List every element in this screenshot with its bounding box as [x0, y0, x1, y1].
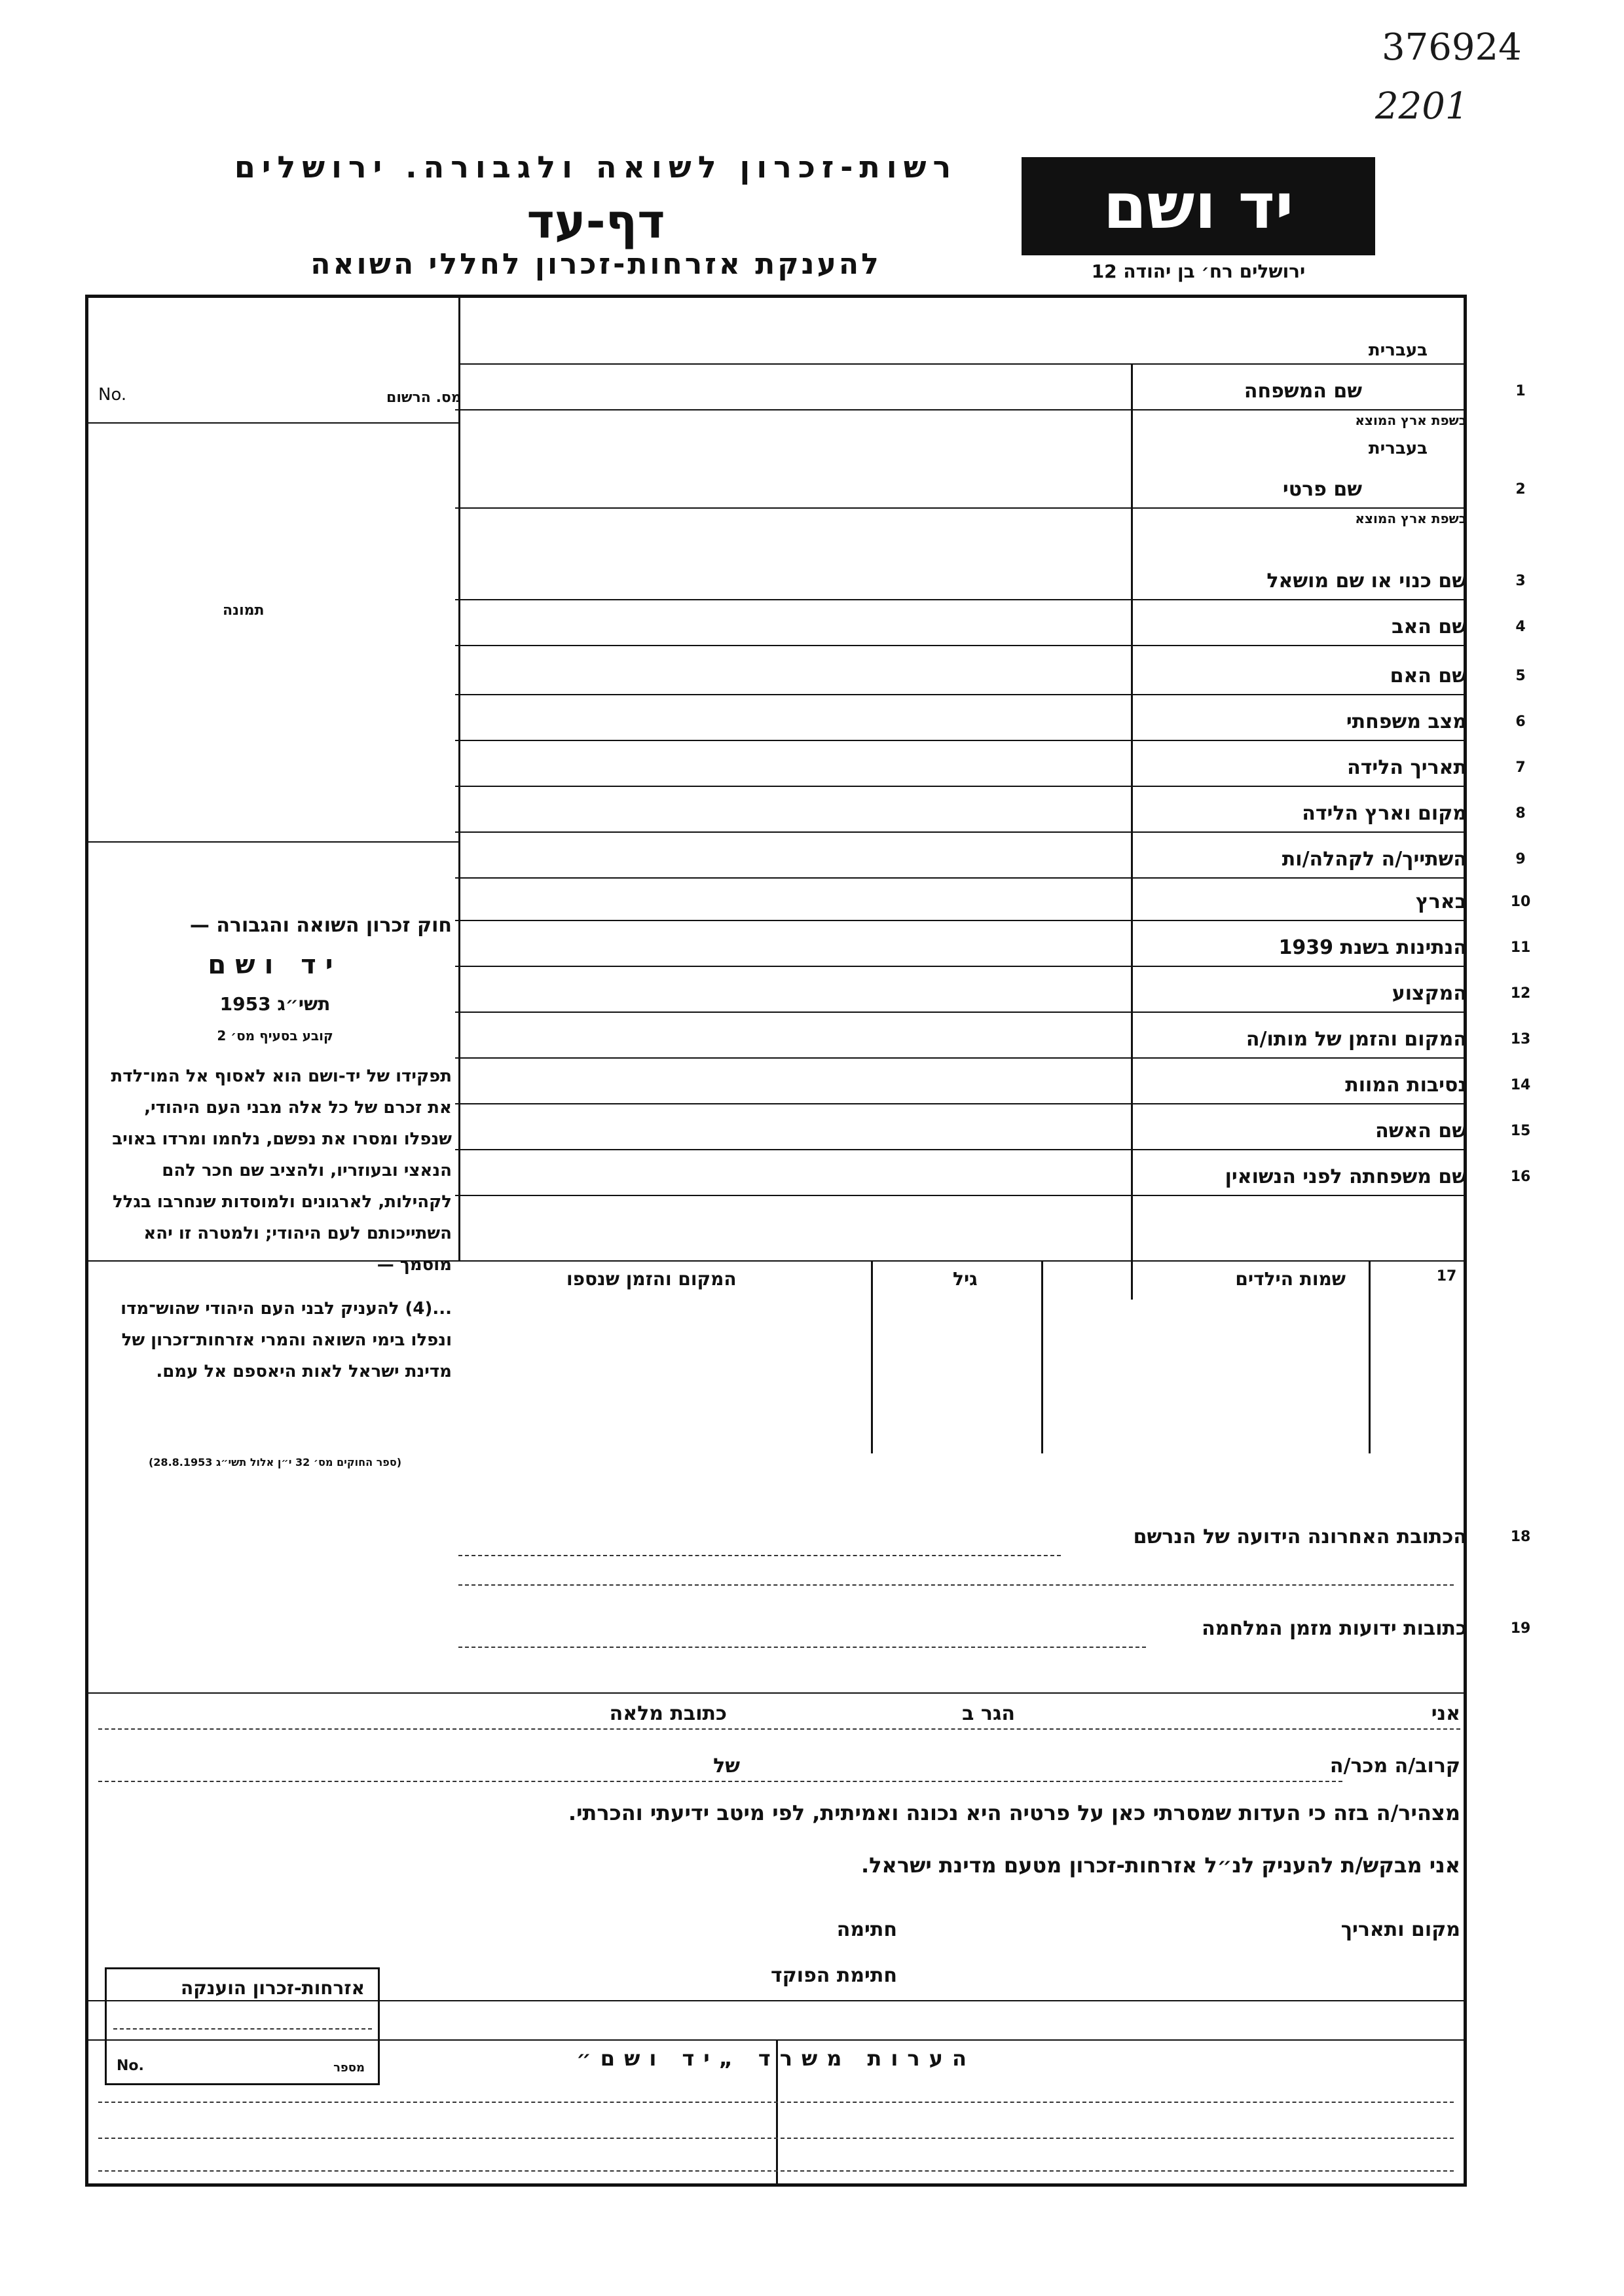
authority-title: רשות-זכרון לשואה ולגבורה. ירושלים — [234, 149, 958, 185]
children-col-age: גיל — [953, 1268, 978, 1290]
field-3-number: 3 — [1515, 573, 1526, 589]
decl-relative: קרוב/ה מכר/ה — [1329, 1755, 1460, 1777]
law-source: (ספר החוקים מס׳ 32 י״ן אלול תשי״ג 28.8.1953) — [148, 1456, 401, 1468]
law-body: תפקידו של יד-ושם הוא לאסוף אל המו־לדת את זכרם של כל אלה מבני העם היהודי, שנפלו ומסרו את נפשם, נלחמו ומרדו באויב הנאצי ובעוזריו, ולהציב שם חכר להם לקהילות, לארגונים ולמוסדות שנחרבו בגלל השתייכותם לעם היהודי; ולמטרה זו יהא מוסמך — — [111, 1066, 452, 1275]
law-title: חוק זכרון השואה והגבורה — — [189, 914, 452, 937]
field-16-label: שם משפחתה לפני הנשואין — [1225, 1165, 1467, 1188]
decl-line1: מצהיר/ה בזה כי העדות שמסרתי כאן על פרטיה היא נכונה ואמיתית, לפי מיטב ידיעתי והכרתי. — [568, 1800, 1460, 1825]
citizenship-title: אזרחות-זכרון הוענקה — [181, 1977, 365, 1999]
children-col-place: המקום והזמן שנספו — [566, 1268, 737, 1290]
field-11-number: 11 — [1510, 939, 1531, 956]
field-5-label: שם האם — [1390, 665, 1467, 687]
field-14-number: 14 — [1510, 1077, 1531, 1093]
law-clause4: ...(4) להעניק לבני העם היהודי שהוש־מדו ונפלו בימי השואה והמרי אזרחות־זכרון של מדינת ישראל לאות היאספם אל עמם. — [120, 1299, 452, 1381]
field-9-label: השתייך/ה לקהלה/ות — [1282, 848, 1467, 871]
field-6-number: 6 — [1515, 714, 1526, 730]
field-19-label: כתובות ידועות מזמן המלחמה — [1202, 1617, 1467, 1640]
field-7-number: 7 — [1515, 759, 1526, 776]
children-col-names: שמות הילדים — [1235, 1268, 1346, 1290]
law-name: יד ושם — [208, 950, 342, 980]
decl-resident: הגר ב — [962, 1702, 1015, 1725]
citizenship-no-label: No. — [117, 2058, 144, 2074]
archive-code: 2201 — [1375, 85, 1469, 128]
registry-no-label: No. — [98, 385, 127, 405]
field-5-number: 5 — [1515, 668, 1526, 684]
field-10-number: 10 — [1510, 894, 1531, 910]
field-1-number: 1 — [1515, 383, 1526, 399]
field-8-label: מקום וארץ הלידה — [1302, 802, 1467, 825]
law-clause: קובע בסעיף מס׳ 2 — [217, 1028, 333, 1044]
field-7-label: תאריך הלידה — [1347, 756, 1467, 779]
field-6-label: מצב משפחתי — [1346, 710, 1467, 733]
form-subtitle: להענקת אזרחות-זכרון לחללי השואה — [310, 247, 881, 281]
field-18-label: הכתובת האחרונה הידועה של הנרשם — [1133, 1525, 1467, 1548]
declaration-section — [98, 1702, 1460, 2010]
field-15-number: 15 — [1510, 1123, 1531, 1139]
registry-label: מס. הרשום — [386, 390, 462, 406]
photo-label: תמונה — [223, 602, 265, 619]
decl-place-date: מקום ותאריך — [1340, 1918, 1460, 1941]
decl-of: של — [713, 1755, 740, 1777]
field-8-number: 8 — [1515, 805, 1526, 822]
field-4-number: 4 — [1515, 619, 1526, 635]
yad-vashem-logo: יד ושם — [1022, 157, 1375, 255]
field-1-sub-local: בשפת ארץ המוצא — [1355, 412, 1467, 428]
decl-full-address: כתובת מלאה — [609, 1702, 727, 1725]
comments-title: הערות משרד „יד ושם״ — [576, 2046, 976, 2071]
logo-address: ירושלים רח׳ בן יהודה 12 — [1091, 261, 1306, 282]
decl-signature: חתימה — [836, 1918, 897, 1941]
field-2-sub-local: בשפת ארץ המוצא — [1355, 511, 1467, 526]
field-12-label: המקצוע — [1392, 982, 1467, 1005]
left-column-divider — [458, 298, 460, 1260]
field-1-sub-hebrew: בעברית — [1368, 340, 1428, 360]
field-14-label: נסיבות המוות — [1345, 1074, 1467, 1097]
field-3-label: שם כנוי או שם מושאל — [1266, 570, 1467, 592]
field-9-number: 9 — [1515, 851, 1526, 867]
decl-line2: אני מבקש/ת להעניק לנ״ל אזרחות-זכרון מטעם מדינת ישראל. — [861, 1853, 1460, 1878]
field-2-label: שם פרטי — [1282, 478, 1362, 501]
field-10-label: בארץ — [1415, 890, 1467, 913]
field-13-number: 13 — [1510, 1031, 1531, 1048]
decl-official-signature: חתימת הפוקד — [771, 1964, 897, 1987]
field-16-number: 16 — [1510, 1169, 1531, 1185]
field-1-label: שם המשפחה — [1244, 380, 1362, 403]
field-4-label: שם האב — [1392, 615, 1467, 638]
field-15-label: שם האשה — [1375, 1120, 1467, 1142]
archive-number: 376924 — [1382, 26, 1522, 69]
form-title: דף-עד — [526, 194, 665, 249]
field-2-sub-hebrew: בעברית — [1368, 439, 1428, 458]
field-2-number: 2 — [1515, 481, 1526, 498]
citizenship-num-label: מספר — [333, 2061, 365, 2075]
field-11-label: הנתינות בשנת 1939 — [1278, 936, 1467, 959]
field-12-number: 12 — [1510, 985, 1531, 1002]
field-13-label: המקום והזמן של מותו/ה — [1246, 1028, 1467, 1051]
children-header: 17 שמות הילדים גיל המקום והזמן שנספו — [566, 1268, 1457, 1290]
decl-ani: אני — [1431, 1702, 1460, 1725]
law-year: תשי״ג 1953 — [219, 993, 331, 1015]
